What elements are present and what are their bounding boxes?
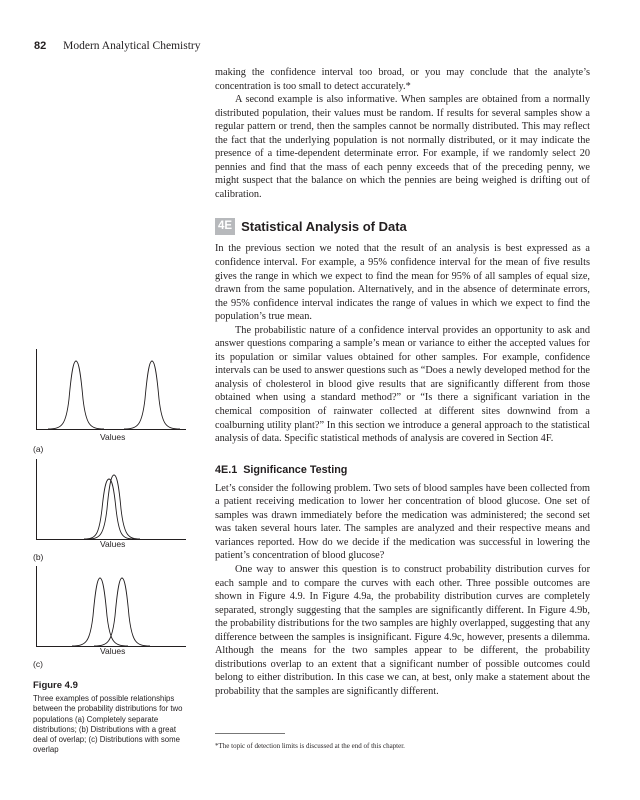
curve-b-right [88,475,140,539]
footnote: *The topic of detection limits is discussed at the end of this chapter. [215,742,405,750]
xlabel-c: Values [100,646,126,656]
main-text-column [215,66,590,698]
curve-c-left [72,578,128,646]
section-number: 4E [215,218,235,235]
subsection-title: Significance Testing [243,463,348,476]
section-title: Statistical Analysis of Data [241,219,407,235]
figure-caption-text: Three examples of possible relationships between the probability distributions for two populations (a) Completely separate distributions; (b) Distributions with a great deal of overlap; (c) Distributions with some overlap [33,694,183,755]
curve-a-left [48,361,104,429]
xlabel-b: Values [100,539,126,549]
figure-caption [33,680,183,756]
paragraph-section-2: The probabilistic nature of a confidence interval provides an opportunity to ask and answer questions comparing a sample’s mean or variance to either the accepted values for its population or similar values obtained for other samples. For example, confidence intervals can be used to answer questions such as “Does a newly developed method for the analysis of cholesterol in blood give results that are significantly different from those obtained when using a standard method?” or “Is there a significant variation in the chemical composition of rainwater collected at different sites downwind from a coalburning utility plant?” In this section we introduce a general approach to the statistical analysis of data. Specific statistical methods of analysis are covered in Section 4F. [215,324,590,445]
figure-caption-title: Figure 4.9 [33,680,78,691]
subsection-number: 4E.1 [215,463,238,476]
curve-b-left [84,479,134,539]
paragraph-subsection-1: Let’s consider the following problem. Two sets of blood samples have been collected from a patient receiving medication to lower her concentration of blood glucose. One set of samples was drawn immediately before the medication was administered; the second set was taken several hours later. The samples are analyzed and their respective means and variances reported. How do we decide if the medication was successful in lowering the patient’s concentration of blood glucose? [215,482,590,562]
plot-panel-c [36,566,188,656]
panel-label-c: (c) [33,659,43,669]
plot-panel-b [36,459,188,549]
plot-b-svg [36,459,188,549]
curve-c-right [94,578,150,646]
running-head [34,40,200,52]
plot-panel-a [36,349,188,439]
panel-label-a: (a) [33,444,44,454]
paragraph-subsection-2: One way to answer this question is to construct probability distribution curves for each sample and to compare the curves with each other. Three possible outcomes are shown in Figure 4.9. In Figure 4.9a, the probability distribution curves are completely separated, strongly suggesting that the samples are significantly different. In Figure 4.9b, the probability distributions for the two samples are highly overlapped, suggesting that any difference between the samples is insignificant. Figure 4.9c, however, presents a dilemma. Although the means for the two samples appear to be different, the probability distributions overlap to an extent that a significant number of possible outcomes could belong to either distribution. In this case we can, at best, only make a statement about the probability that the samples are significantly different. [215,563,590,697]
axes-b [37,459,187,540]
footnote-rule [215,733,285,734]
book-title: Modern Analytical Chemistry [63,40,201,52]
paragraph-intro-end: making the confidence interval too broad, or you may conclude that the analyte’s concentration is too small to detect accurately.* [215,67,590,92]
xlabel-a: Values [100,432,126,442]
paragraph-section-1: In the previous section we noted that the result of an analysis is best expressed as a confidence interval. For example, a 95% confidence interval for the mean of five results gives the range in which we expect to find the mean for 95% of all samples of equal size, drawn from the same population. Alternatively, and in the absence of determinate errors, the 95% confidence interval indicates the range of values in which we expect to find the population’s true mean. [215,243,590,323]
subsection-heading [215,464,590,476]
plot-c-svg [36,566,188,656]
paragraph-second-example: A second example is also informative. When samples are obtained from a normally distributed population, their values must be random. If results for several samples show a regular pattern or trend, then the samples cannot be normally distributed. This may reflect the fact that the underlying population is not normally distributed, or it may indicate the presence of a time-dependent determinate error. For example, if we randomly select 20 pennies and find that the mass of each penny exceeds that of the preceding penny, we might suspect that the balance on which the pennies are being weighed is drifting out of calibration. [215,94,590,200]
page-number: 82 [34,40,47,52]
axes-a [37,349,187,430]
curve-a-right [124,361,180,429]
panel-label-b: (b) [33,552,44,562]
section-heading [215,218,590,235]
plot-a-svg [36,349,188,439]
